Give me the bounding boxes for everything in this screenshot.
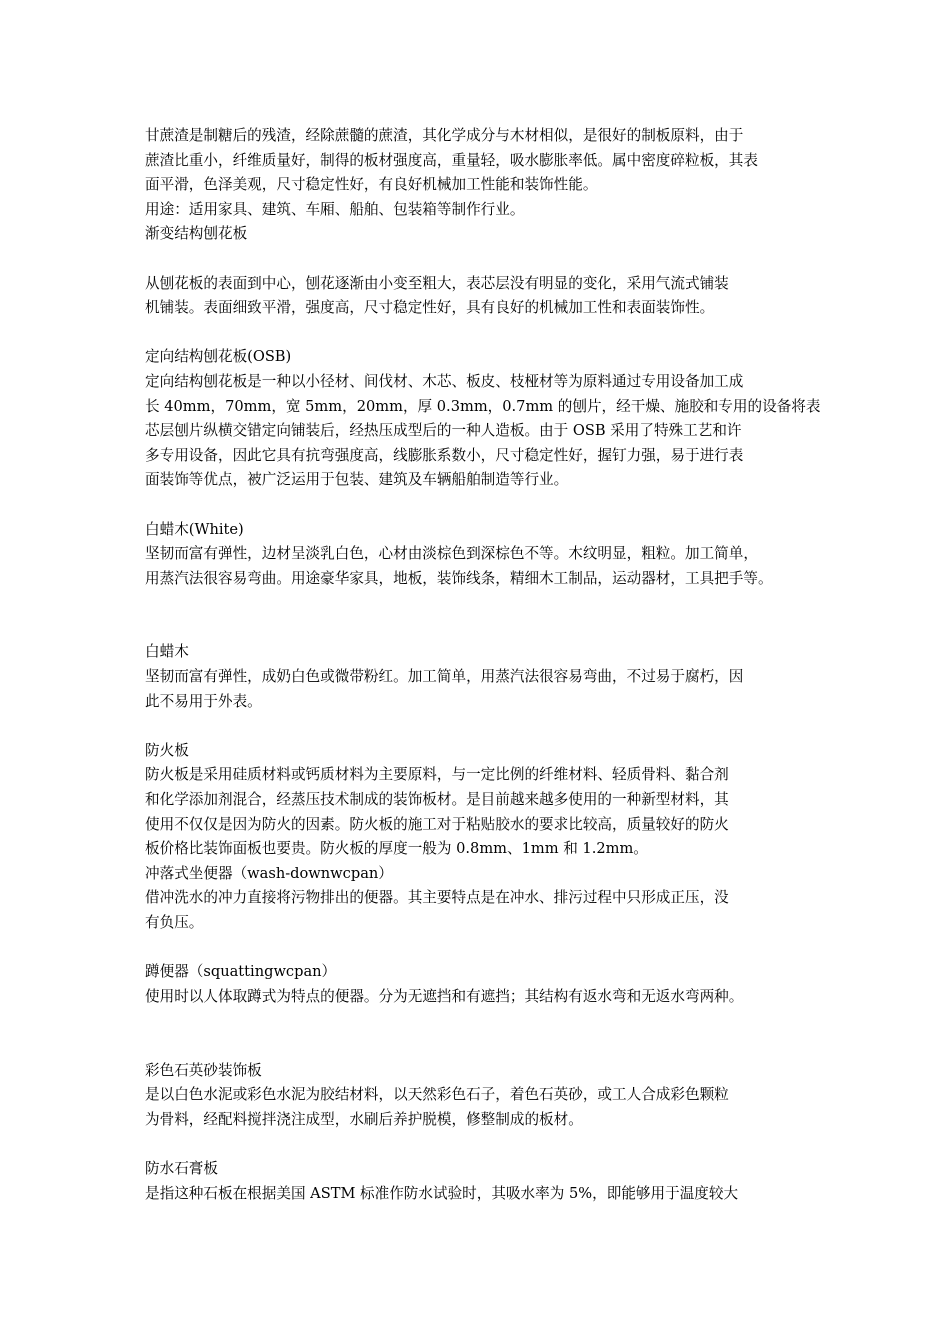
text-line: 渐变结构刨花板 [145,225,248,243]
text-line: 甘蔗渣是制糖后的残渣，经除蔗髓的蔗渣，其化学成分与木材相似，是很好的制板原料，由于 [145,127,744,144]
text-line: 从刨花板的表面到中心，刨花逐渐由小变至粗大，表芯层没有明显的变化，采用气流式铺装 [145,274,729,292]
text-line: 防火板 [145,741,189,759]
blank-line [145,714,825,739]
text-line: 借冲洗水的冲力直接将污物排出的便器。其主要特点是在冲水、排污过程中只形成正压，没 [145,889,729,907]
blank-line [145,591,825,616]
text-line: 板价格比装饰面板也要贵。防火板的厚度一般为 0.8mm、1mm 和 1.2mm。 [145,840,648,858]
blank-line [145,1034,825,1059]
text-line: 芯层刨片纵横交错定向铺装后，经热压成型后的一种人造板。由于 OSB 采用了特殊工艺和许 [145,422,742,440]
blank-line [145,247,825,272]
text-line: 机铺装。表面细致平滑，强度高，尺寸稳定性好，具有良好的机械加工性和表面装饰性。 [145,299,715,317]
blank-line [145,321,825,346]
text-line: 白蜡木 [145,643,189,661]
text-line: 白蜡木(White) [145,520,244,538]
text-line: 有负压。 [145,914,204,931]
text-line: 长 40mm，70mm，宽 5mm，20mm，厚 0.3mm，0.7mm 的刨片，经干燥、施胶和专用的设备将表 [145,397,821,415]
text-line: 定向结构刨花板(OSB) [145,348,292,366]
blank-line [145,493,825,518]
blank-line [145,1132,825,1157]
text-line: 用蒸汽法很容易弯曲。用途豪华家具，地板，装饰线条，精细木工制品，运动器材，工具把手等。 [145,569,773,587]
text-line: 面装饰等优点，被广泛运用于包装、建筑及车辆船舶制造等行业。 [145,471,569,489]
document-body [145,124,825,1206]
text-line: 坚韧而富有弹性，成奶白色或微带粉红。加工简单，用蒸汽法很容易弯曲，不过易于腐朽，因 [145,668,744,686]
text-line: 蔗渣比重小，纤维质量好，制得的板材强度高，重量轻，吸水膨胀率低。属中密度碎粒板，其表 [145,151,758,169]
text-line: 防水石膏板 [145,1159,218,1177]
text-line: 彩色石英砂装饰板 [145,1061,262,1079]
text-line: 是指这种石板在根据美国 ASTM 标准作防水试验时，其吸水率为 5%，即能够用于温度较大 [145,1184,739,1202]
text-line: 防火板是采用硅质材料或钙质材料为主要原料，与一定比例的纤维材料、轻质骨料、黏合剂 [145,766,729,784]
text-line: 此不易用于外表。 [145,692,262,710]
text-line: 使用时以人体取蹲式为特点的便器。分为无遮挡和有遮挡；其结构有返水弯和无返水弯两种。 [145,987,744,1005]
blank-line [145,616,825,641]
text-line: 冲落式坐便器（wash-downwcpan） [145,864,393,882]
text-line: 是以白色水泥或彩色水泥为胶结材料，以天然彩色石子，着色石英砂，或工人合成彩色颗粒 [145,1086,729,1104]
text-line: 蹲便器（squattingwcpan） [145,963,337,981]
text-line: 多专用设备，因此它具有抗弯强度高，线膨胀系数小，尺寸稳定性好，握钉力强，易于进行表 [145,446,744,464]
text-line: 定向结构刨花板是一种以小径材、间伐材、木芯、板皮、枝桠材等为原料通过专用设备加工成 [145,372,744,390]
text-line: 用途：适用家具、建筑、车厢、船舶、包装箱等制作行业。 [145,200,525,218]
text-line: 面平滑，色泽美观，尺寸稳定性好，有良好机械加工性能和装饰性能。 [145,176,598,194]
text-line: 坚韧而富有弹性，边材呈淡乳白色，心材由淡棕色到深棕色不等。木纹明显，粗粒。加工简单， [145,545,758,563]
blank-line [145,936,825,961]
text-line: 和化学添加剂混合，经蒸压技术制成的装饰板材。是目前越来越多使用的一种新型材料，其 [145,791,729,809]
text-line: 使用不仅仅是因为防火的因素。防火板的施工对于粘贴胶水的要求比较高，质量较好的防火 [145,815,729,833]
blank-line [145,1009,825,1034]
text-line: 为骨料，经配料搅拌浇注成型，水刷后养护脱模，修整制成的板材。 [145,1110,583,1128]
